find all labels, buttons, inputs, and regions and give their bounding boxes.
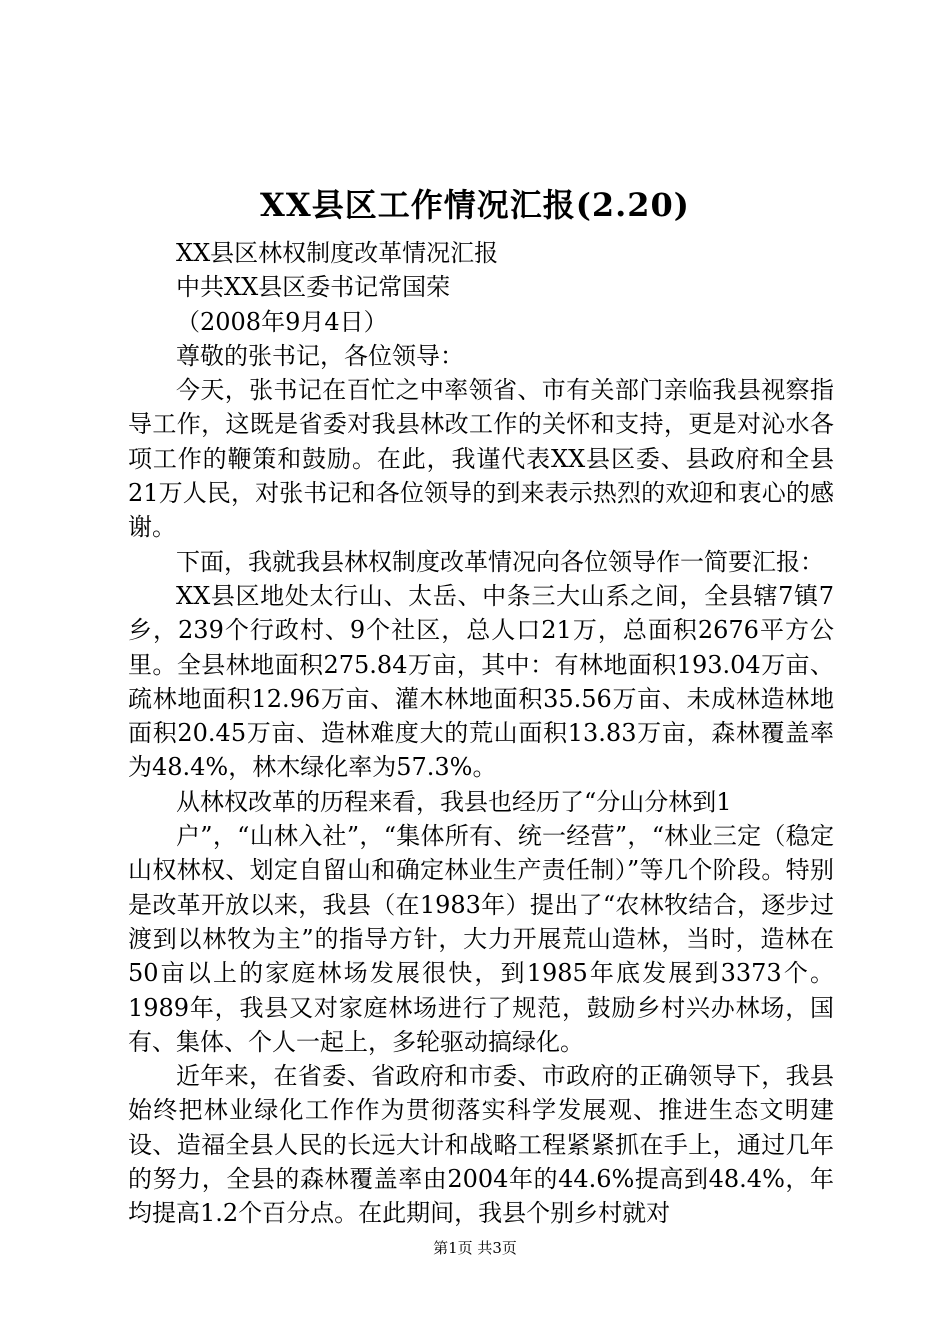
- report-date: （2008年9月4日）: [176, 307, 388, 336]
- document-body: [128, 236, 834, 1231]
- report-subtitle: XX县区林权制度改革情况汇报: [176, 239, 499, 267]
- paragraph-reform-history: 户”，“山林入社”，“集体所有、统一经营”，“林业三定（稳定山权林权、划定自留山和确定林业生产责任制）”等几个阶段。特别是改革开放以来，我县（在1983年）提出了“农林牧结合，逐步过渡到以林牧为主”的指导方针，大力开展荒山造林，当时，造林在50亩以上的家庭林场发展很快，到1985年底发展到3373个。1989年，我县又对家庭林场进行了规范，鼓励乡村兴办林场，国有、集体、个人一起上，多轮驱动搞绿化。: [128, 822, 834, 1056]
- report-author: 中共XX县区委书记常国荣: [176, 273, 451, 302]
- paragraph-reform-history-start: 从林权改革的历程来看，我县也经历了“分山分林到1: [176, 787, 732, 816]
- page-footer: 第1页 共3页: [433, 1239, 517, 1257]
- paragraph-intro: 下面，我就我县林权制度改革情况向各位领导作一简要汇报：: [176, 547, 824, 576]
- paragraph-opening: 今天，张书记在百忙之中率领省、市有关部门亲临我县视察指导工作，这既是省委对我县林改工作的关怀和支持，更是对沁水各项工作的鞭策和鼓励。在此，我谨代表XX县区委、县政府和全县21万人民，对张书记和各位领导的到来表示热烈的欢迎和衷心的感谢。: [128, 376, 834, 542]
- document-title: XX县区工作情况汇报(2.20): [260, 186, 690, 224]
- salutation: 尊敬的张书记，各位领导：: [176, 341, 464, 370]
- paragraph-county-overview: XX县区地处太行山、太岳、中条三大山系之间，全县辖7镇7乡，239个行政村、9个社区，总人口21万，总面积2676平方公里。全县林地面积275.84万亩，其中：有林地面积193.04万亩、疏林地面积12.96万亩、灌木林地面积35.56万亩、未成林造林地面积20.45万亩、造林难度大的荒山面积13.83万亩，森林覆盖率为48.4%，林木绿化率为57.3%。: [128, 581, 834, 782]
- paragraph-recent-years: 近年来，在省委、省政府和市委、市政府的正确领导下，我县始终把林业绿化工作作为贯彻落实科学发展观、推进生态文明建设、造福全县人民的长远大计和战略工程紧紧抓在手上，通过几年的努力，全县的森林覆盖率由2004年的44.6%提高到48.4%，年均提高1.2个百分点。在此期间，我县个别乡村就对: [128, 1062, 834, 1228]
